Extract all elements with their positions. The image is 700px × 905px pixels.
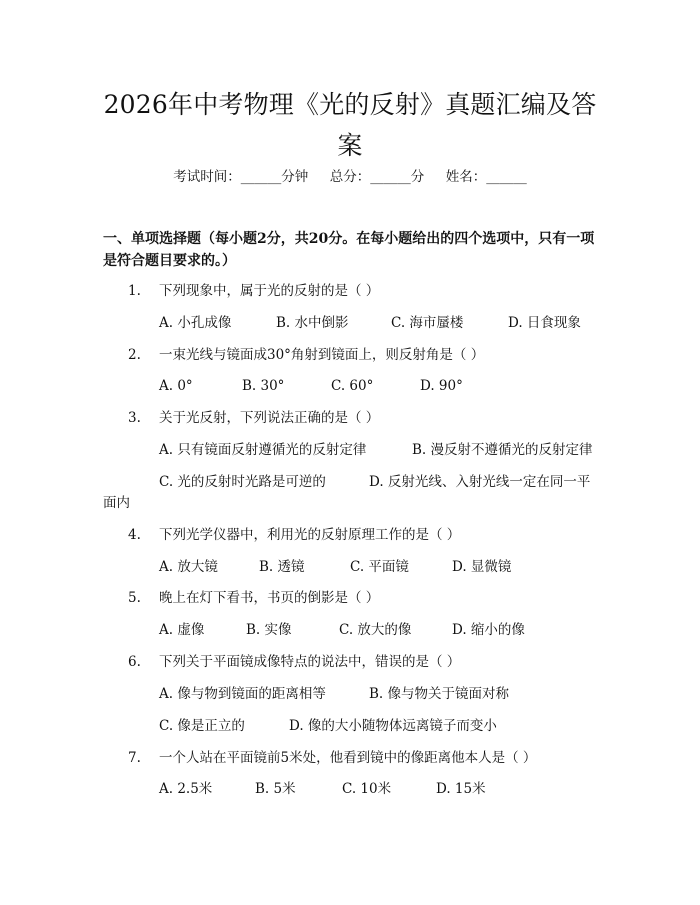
question-2-option-c: C. 60°	[331, 378, 374, 394]
question-7-text: 一个人站在平面镜前5米处，他看到镜中的像距离他本人是（ ）	[159, 750, 537, 766]
question-1-option-a: A. 小孔成像	[159, 315, 232, 331]
question-2-option-b: B. 30°	[242, 378, 285, 394]
question-6-text: 下列关于平面镜成像特点的说法中，错误的是（ ）	[159, 654, 461, 670]
question-7-option-b: B. 5米	[255, 781, 296, 797]
question-5-number: 5.	[128, 590, 141, 606]
exam-info-line: 考试时间：______分钟 总分：______分 姓名：______	[173, 169, 527, 185]
question-4-number: 4.	[128, 527, 141, 543]
question-3-number: 3.	[128, 410, 141, 426]
question-6-option-b: B. 像与物关于镜面对称	[369, 686, 510, 702]
question-2-text: 一束光线与镜面成30°角射到镜面上，则反射角是（ ）	[159, 347, 485, 363]
question-6-option-d: D. 像的大小随物体远离镜子而变小	[289, 718, 497, 734]
question-7-option-d: D. 15米	[436, 781, 486, 797]
question-6-number: 6.	[128, 654, 141, 670]
question-4-option-d: D. 显微镜	[452, 559, 512, 575]
question-5-option-b: B. 实像	[246, 622, 292, 638]
question-1-option-b: B. 水中倒影	[276, 315, 349, 331]
question-3-option-c: C. 光的反射时光路是可逆的	[159, 474, 326, 490]
question-2-option-a: A. 0°	[159, 378, 193, 394]
page-title: 2026年中考物理《光的反射》真题汇编及答案	[103, 90, 597, 160]
question-5-option-d: D. 缩小的像	[452, 622, 525, 638]
question-4-option-a: A. 放大镜	[159, 559, 218, 575]
section-heading: 一、单项选择题（每小题2分，共20分。在每小题给出的四个选项中，只有一项是符合题目要求的。）	[103, 231, 595, 269]
question-6-option-a: A. 像与物到镜面的距离相等	[159, 686, 326, 702]
question-7-option-a: A. 2.5米	[159, 781, 213, 797]
question-7-option-c: C. 10米	[342, 781, 392, 797]
question-4-text: 下列光学仪器中，利用光的反射原理工作的是（ ）	[159, 527, 461, 543]
question-5-option-a: A. 虚像	[159, 622, 205, 638]
question-3-option-d: D. 反射光线、入射光线一定在同一平	[369, 474, 591, 490]
question-1-option-c: C. 海市蜃楼	[391, 315, 464, 331]
question-7-number: 7.	[128, 750, 141, 766]
question-5-option-c: C. 放大的像	[339, 622, 412, 638]
question-1-option-d: D. 日食现象	[508, 315, 581, 331]
question-1-number: 1.	[128, 283, 141, 299]
question-2-number: 2.	[128, 347, 141, 363]
question-4-option-c: C. 平面镜	[350, 559, 409, 575]
question-3-option-b: B. 漫反射不遵循光的反射定律	[412, 442, 593, 458]
question-3-option-a: A. 只有镜面反射遵循光的反射定律	[159, 442, 367, 458]
question-4-option-b: B. 透镜	[259, 559, 305, 575]
question-2-option-d: D. 90°	[420, 378, 463, 394]
question-5-text: 晚上在灯下看书，书页的倒影是（ ）	[159, 590, 380, 606]
question-1-text: 下列现象中，属于光的反射的是（ ）	[159, 283, 380, 299]
question-3-text: 关于光反射，下列说法正确的是（ ）	[159, 410, 380, 426]
question-3-option-d-continued: 面内	[103, 495, 130, 511]
question-6-option-c: C. 像是正立的	[159, 718, 245, 734]
